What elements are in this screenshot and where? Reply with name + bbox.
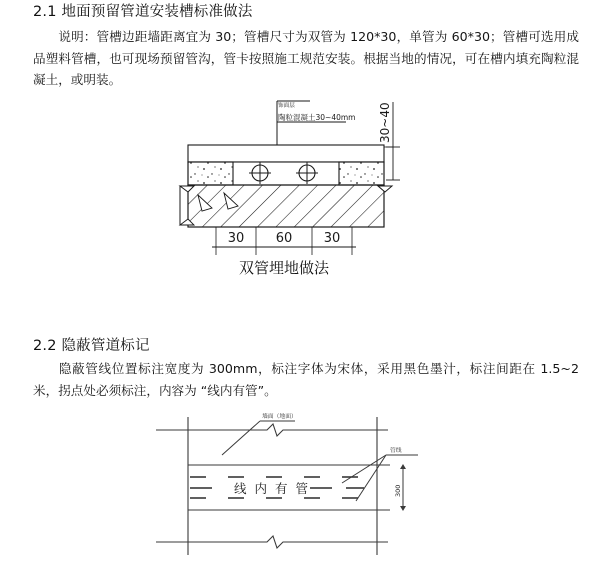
paragraph-text: 说明：管槽边距墙距离宜为 30；管槽尺寸为双管为 120*30，单管为 60*30；管槽可选用成品塑料管槽，也可现场预留管沟，管卡按照施工规范安装。根据当地的情况，可在槽内填充陶粒混凝土，或明装。 bbox=[33, 29, 579, 87]
label-wall-surface: 墙面（地面） bbox=[262, 414, 297, 420]
concrete-fill-left bbox=[188, 162, 233, 185]
leader-pipeline-group bbox=[342, 455, 418, 501]
label-pipeline: 管线 bbox=[390, 448, 402, 454]
dimension-label-right: 30 bbox=[323, 231, 341, 246]
leader-label-ceramsite-concrete: 陶粒混凝土30~40mm bbox=[278, 113, 356, 122]
section-paragraph-2-1 bbox=[33, 26, 579, 91]
vertical-dimension-label: 30~40 bbox=[378, 102, 392, 143]
slab-section-group bbox=[180, 145, 392, 227]
figure-concealed-pipe-marking bbox=[150, 405, 450, 563]
dimension-label-left: 30 bbox=[227, 231, 245, 246]
leader-wall-surface-group bbox=[222, 421, 295, 455]
marking-center-text: 线 内 有 管 bbox=[234, 481, 310, 496]
structural-slab-hatch bbox=[188, 185, 384, 227]
concrete-fill-right bbox=[339, 162, 384, 185]
figure-1-caption: 双管埋地做法 bbox=[238, 259, 330, 277]
section-heading-2-1: 2.1 地面预留管道安装槽标准做法 bbox=[33, 4, 253, 20]
figure-1-drawing bbox=[150, 95, 470, 280]
dimension-300-label: 300 bbox=[394, 484, 402, 497]
leader-label-finish-layer: 饰面层 bbox=[278, 103, 295, 109]
wall-line-bottom bbox=[156, 536, 388, 548]
section-heading-2-2: 2.2 隐蔽管道标记 bbox=[33, 338, 150, 354]
figure-double-pipe-buried-detail bbox=[150, 95, 470, 280]
section-paragraph-2-2 bbox=[33, 358, 579, 401]
figure-2-drawing bbox=[150, 405, 450, 563]
wall-line-top bbox=[156, 424, 388, 436]
dimension-label-center: 60 bbox=[275, 231, 293, 246]
paragraph-text: 隐蔽管线位置标注宽度为 300mm，标注字体为宋体，采用黑色墨汁，标注间距在 1.5~2 米，拐点处必须标注，内容为 “线内有管”。 bbox=[33, 361, 579, 398]
